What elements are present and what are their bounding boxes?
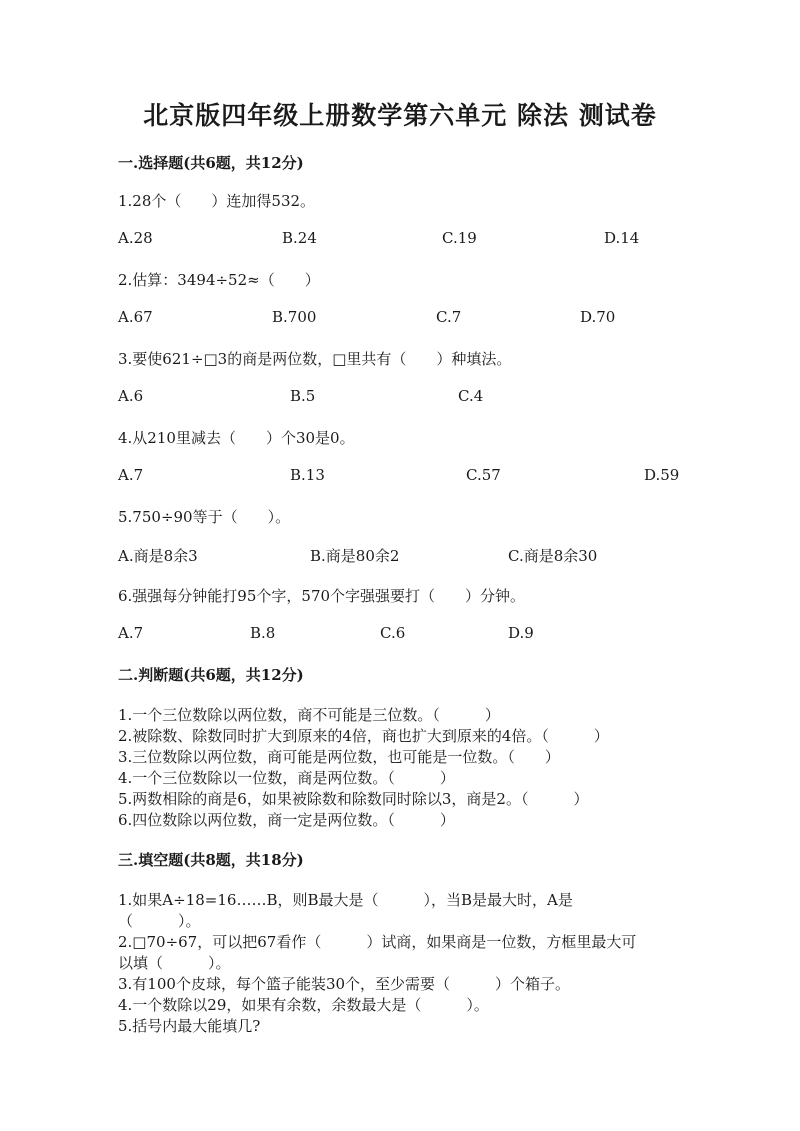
fill-line-3: 3.有100个皮球，每个篮子能装30个，至少需要（ ）个箱子。	[118, 975, 571, 993]
judge-item-4: 4.一个三位数除以一位数，商是两位数。（ ）	[118, 769, 455, 787]
option-2d: D.70	[580, 308, 616, 326]
fill-line-1-cont: （ ）。	[118, 912, 201, 930]
judge-item-1: 1.一个三位数除以两位数，商不可能是三位数。（ ）	[118, 706, 500, 724]
judge-item-6: 6.四位数除以两位数，商一定是两位数。（ ）	[118, 811, 455, 829]
option-6c: C.6	[380, 624, 406, 642]
option-1b: B.24	[282, 229, 317, 247]
question-5: 5.750÷90等于（ ）。	[118, 508, 291, 526]
option-4a: A.7	[118, 466, 144, 484]
option-6b: B.8	[250, 624, 276, 642]
option-2a: A.67	[118, 308, 153, 326]
question-6: 6.强强每分钟能打95个字，570个字强强要打（ ）分钟。	[118, 587, 526, 605]
option-5c: C.商是8余30	[508, 547, 598, 565]
fill-line-2: 2.□70÷67，可以把67看作（ ）试商，如果商是一位数，方框里最大可	[118, 933, 637, 951]
fill-line-5: 5.括号内最大能填几?	[118, 1017, 261, 1035]
option-5b: B.商是80余2	[310, 547, 400, 565]
judge-item-2: 2.被除数、除数同时扩大到原来的4倍，商也扩大到原来的4倍。（ ）	[118, 727, 609, 745]
question-3: 3.要使621÷□3的商是两位数，□里共有（ ）种填法。	[118, 350, 512, 368]
section-heading-judge: 二.判断题(共6题，共12分)	[118, 666, 304, 684]
option-5a: A.商是8余3	[118, 547, 198, 565]
option-1c: C.19	[442, 229, 477, 247]
option-4c: C.57	[466, 466, 501, 484]
option-4d: D.59	[644, 466, 680, 484]
option-6a: A.7	[118, 624, 144, 642]
option-3c: C.4	[458, 387, 484, 405]
option-6d: D.9	[508, 624, 534, 642]
section-heading-choice: 一.选择题(共6题，共12分)	[118, 154, 304, 172]
option-1d: D.14	[604, 229, 640, 247]
fill-line-4: 4.一个数除以29，如果有余数，余数最大是（ ）。	[118, 996, 489, 1014]
judge-item-5: 5.两数相除的商是6，如果被除数和除数同时除以3，商是2。（ ）	[118, 790, 589, 808]
option-3b: B.5	[290, 387, 316, 405]
question-2: 2.估算：3494÷52≈（ ）	[118, 271, 320, 289]
question-4: 4.从210里减去（ ）个30是0。	[118, 429, 355, 447]
fill-line-1: 1.如果A÷18=16……B，则B最大是（ ），当B是最大时，A是	[118, 891, 573, 909]
fill-line-2-cont: 以填（ ）。	[118, 954, 231, 972]
option-4b: B.13	[290, 466, 325, 484]
option-1a: A.28	[118, 229, 153, 247]
option-2c: C.7	[436, 308, 462, 326]
option-3a: A.6	[118, 387, 144, 405]
option-2b: B.700	[272, 308, 317, 326]
question-1: 1.28个（ ）连加得532。	[118, 192, 316, 210]
judge-item-3: 3.三位数除以两位数，商可能是两位数，也可能是一位数。（ ）	[118, 748, 560, 766]
section-heading-fill: 三.填空题(共8题，共18分)	[118, 851, 304, 869]
page-title: 北京版四年级上册数学第六单元 除法 测试卷	[143, 101, 657, 130]
